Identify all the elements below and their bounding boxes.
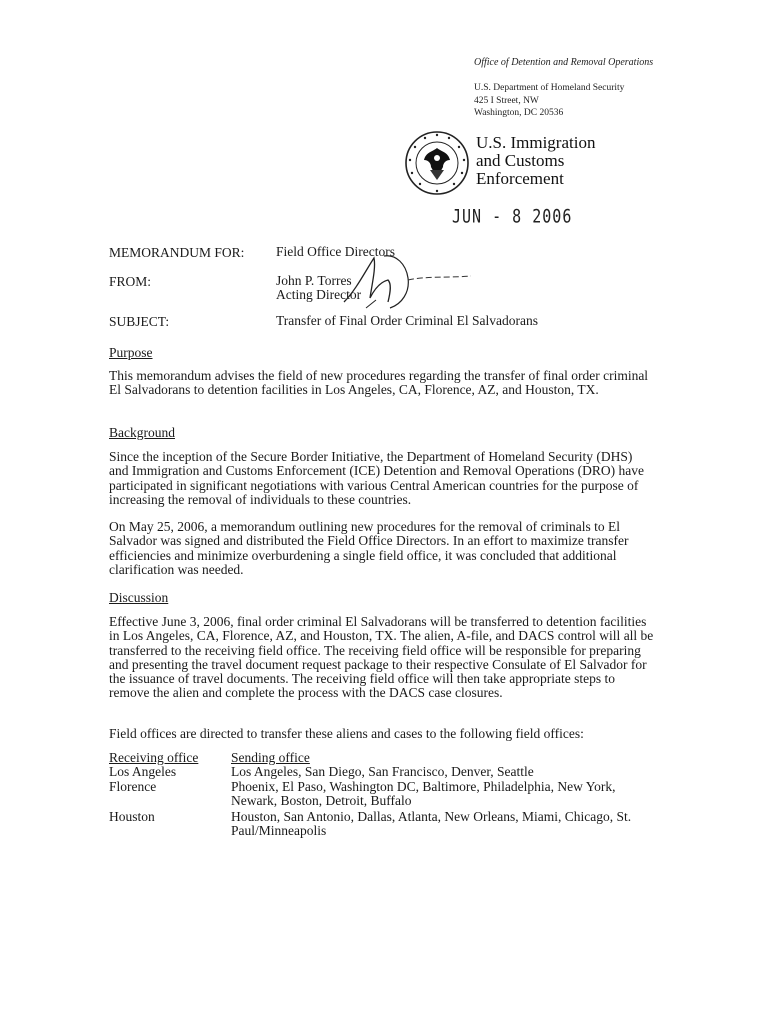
agency-line-3: Enforcement	[476, 169, 564, 188]
table-header-row	[109, 751, 651, 765]
background-paragraph-1: Since the inception of the Secure Border Initiative, the Department of Homeland Security (DHS) and Immigration and Customs Enforcement (ICE) Detention and Removal Operations (DRO) have participated in significant negotiations with various Central American countries for the purpose of increasing the removal of individuals to these countries.	[109, 449, 644, 507]
sending-office-header: Sending office	[231, 750, 310, 765]
handwritten-signature	[336, 250, 486, 312]
memorandum-for-value: Field Office Directors	[276, 244, 395, 259]
date-stamp: JUN - 8 2006	[452, 204, 573, 228]
dhs-seal-icon	[404, 130, 470, 196]
agency-line-1: U.S. Immigration	[476, 133, 596, 152]
memorandum-for-label: MEMORANDUM FOR:	[109, 245, 245, 260]
receiving-office: Los Angeles	[109, 764, 177, 780]
subject-value: Transfer of Final Order Criminal El Salvadorans	[276, 313, 538, 328]
agency-line-2: and Customs	[476, 151, 565, 170]
sending-offices: Houston, San Antonio, Dallas, Atlanta, New Orleans, Miami, Chicago, St. Paul/Minneapolis	[231, 809, 632, 839]
discussion-paragraph-2: Field offices are directed to transfer these aliens and cases to the following field offices:	[109, 726, 584, 741]
address-line-3: Washington, DC 20536	[474, 108, 564, 118]
table-row	[109, 780, 651, 809]
background-paragraph-2: On May 25, 2006, a memorandum outlining new procedures for the removal of criminals to El Salvador was signed and distributed the Field Office Directors. In an effort to maximize transfer efficiencies and minimize overburdening a single field office, it was concluded that additional clarification was needed.	[109, 519, 629, 577]
background-heading: Background	[109, 425, 175, 440]
discussion-paragraph-1: Effective June 3, 2006, final order criminal El Salvadorans will be transferred to detention facilities in Los Angeles, CA, Florence, AZ, and Houston, TX. The alien, A-file, and DACS control will all be transferred to the receiving field office. The receiving field office will be responsible for preparing and presenting the travel document request package to their respective Consulate of El Salvador for the issuance of travel documents. The receiving field office will then take appropriate steps to remove the alien and complete the process with the DACS case closures.	[109, 614, 654, 701]
sending-offices: Los Angeles, San Diego, San Francisco, Denver, Seattle	[231, 764, 534, 780]
purpose-paragraph: This memorandum advises the field of new procedures regarding the transfer of final order criminal El Salvadorans to detention facilities in Los Angeles, CA, Florence, AZ, and Houston, TX.	[109, 368, 649, 398]
subject-label: SUBJECT:	[109, 314, 170, 329]
from-title: Acting Director	[276, 287, 362, 302]
receiving-office-header: Receiving office	[109, 750, 199, 765]
address-line-1: U.S. Department of Homeland Security	[474, 83, 625, 93]
from-label: FROM:	[109, 274, 152, 289]
purpose-heading: Purpose	[109, 345, 153, 360]
sending-offices: Phoenix, El Paso, Washington DC, Baltimore, Philadelphia, New York, Newark, Boston, Detroit, Buffalo	[231, 778, 616, 808]
agency-name	[476, 134, 595, 188]
receiving-office: Florence	[109, 778, 157, 794]
table-row	[109, 810, 651, 839]
office-name: Office of Detention and Removal Operations	[474, 57, 654, 68]
address-line-2: 425 I Street, NW	[474, 96, 539, 106]
table-row	[109, 765, 651, 779]
receiving-office: Houston	[109, 809, 155, 825]
discussion-heading: Discussion	[109, 590, 169, 605]
from-name: John P. Torres	[276, 273, 352, 288]
offices-table	[109, 751, 651, 839]
